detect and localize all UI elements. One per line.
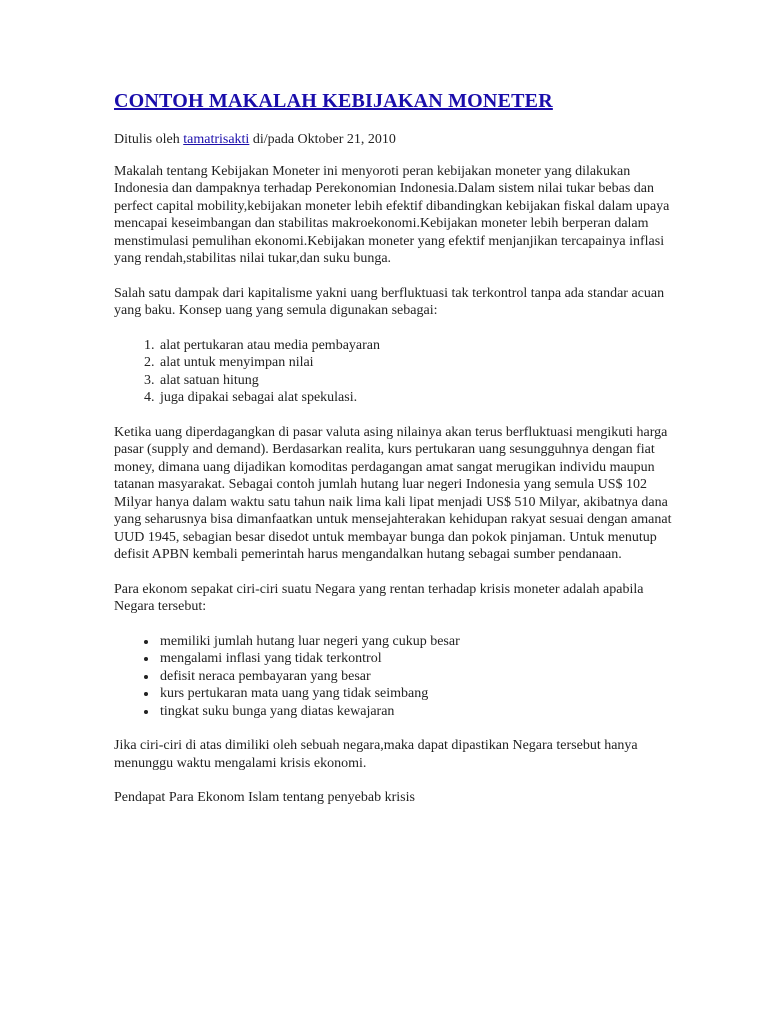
money-functions-list: [114, 337, 674, 407]
list-item: • tingkat suku bunga yang diatas kewajaran: [158, 703, 674, 721]
list-item: 1. alat pertukaran atau media pembayaran: [158, 337, 674, 355]
list-item: 3. alat satuan hitung: [158, 372, 674, 390]
list-item: 4. juga dipakai sebagai alat spekulasi.: [158, 389, 674, 407]
paragraph-conclusion: Jika ciri-ciri di atas dimiliki oleh sebuah negara,maka dapat dipastikan Negara tersebut hanya menunggu waktu mengalami krisis ekonomi.: [114, 738, 638, 771]
paragraph-economists: Para ekonom sepakat ciri-ciri suatu Negara yang rentan terhadap krisis moneter adalah apabila Negara tersebut:: [114, 581, 644, 614]
paragraph-intro: Makalah tentang Kebijakan Moneter ini menyoroti peran kebijakan moneter yang dilakukan Indonesia dan dampaknya terhadap Perekonomian Indonesia.Dalam sistem nilai tukar bebas dan perfect capital mobility,kebijakan moneter lebih efektif dibandingkan kebijakan fiskal dalam upaya mencapai keseimbangan dan stabilitas makroekonomi.Kebijakan moneter lebih berperan dalam menstimulasi pemulihan ekonomi.Kebijakan moneter yang efektif menjanjikan tercapainya inflasi yang rendah,stabilitas nilai tukar,dan suku bunga.: [114, 163, 670, 266]
byline: [114, 131, 674, 149]
article: [114, 90, 674, 824]
list-item: • defisit neraca pembayaran yang besar: [158, 668, 674, 686]
crisis-criteria-list: [114, 633, 674, 721]
paragraph-capitalism: Salah satu dampak dari kapitalisme yakni uang berfluktuasi tak terkontrol tanpa ada standar acuan yang baku. Konsep uang yang semula digunakan sebagai:: [114, 285, 665, 318]
paragraph-forex: Ketika uang diperdagangkan di pasar valuta asing nilainya akan terus berfluktuasi mengikuti harga pasar (supply and demand). Berdasarkan realita, kurs pertukaran uang sesungguhnya dengan fiat money, dimana uang dijadikan komoditas perdagangan amat sangat merugikan individu maupun tatanan masyarakat. Sebagai contoh jumlah hutang luar negeri Indonesia yang semula US$ 102 Milyar hanya dalam waktu satu tahun naik lima kali lipat menjadi US$ 510 Milyar, akibatnya dana yang seharusnya bisa dimanfaatkan untuk mensejahterakan kehidupan rakyat sesuai dengan amanat UUD 1945, sebagian besar disedot untuk membayar bunga dan pokok pinjaman. Untuk menutup defisit APBN kembali pemerintah harus mengandalkan hutang sebagai sumber pendanaan.: [114, 424, 672, 562]
byline-prefix: Ditulis oleh: [114, 132, 180, 147]
byline-date: di/pada Oktober 21, 2010: [252, 132, 396, 147]
list-item: • memiliki jumlah hutang luar negeri yang cukup besar: [158, 633, 674, 651]
author-link[interactable]: tamatrisakti: [183, 132, 250, 147]
list-item: 2. alat untuk menyimpan nilai: [158, 354, 674, 372]
paragraph-islamic-view: Pendapat Para Ekonom Islam tentang penyebab krisis: [114, 790, 415, 805]
list-item: • kurs pertukaran mata uang yang tidak seimbang: [158, 685, 674, 703]
page-title[interactable]: CONTOH MAKALAH KEBIJAKAN MONETER: [114, 90, 553, 112]
list-item: • mengalami inflasi yang tidak terkontrol: [158, 650, 674, 668]
